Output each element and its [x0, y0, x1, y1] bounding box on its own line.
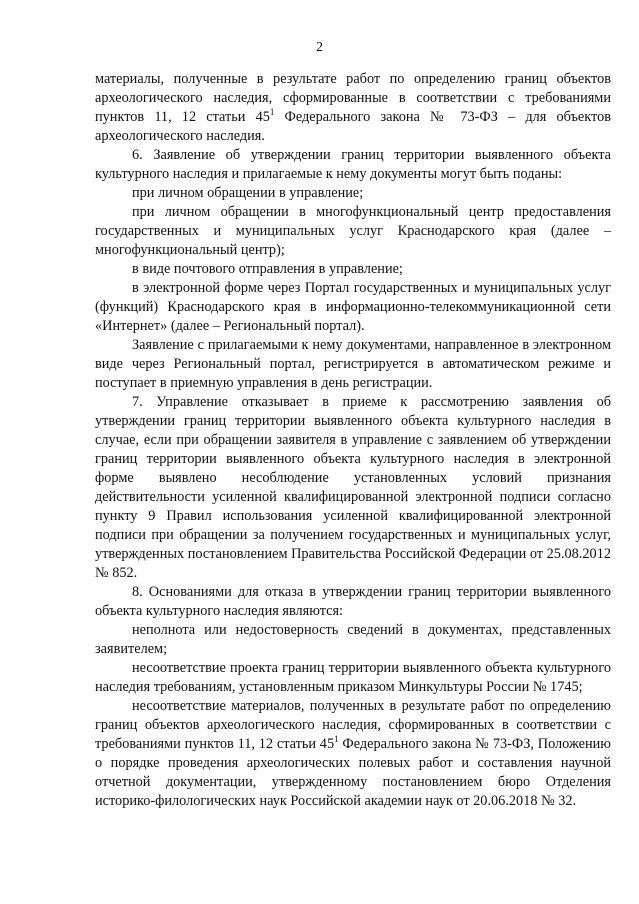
paragraph-registration: Заявление с прилагаемыми к нему документами, направленное в электронном виде через Региональный портал, регистрируется в автоматическом режиме и поступает в приемную управления в день регистрации.: [95, 337, 611, 391]
document-body: [95, 70, 611, 811]
paragraph-1: материалы, полученные в результате работ по определению границ объектов археологического наследия, сформированные в соответствии с требованиями пунктов 11, 12 статьи $45^1$ Федерального закона № 73-ФЗ – для объектов археологического наследия.: [95, 71, 611, 144]
paragraph-7: 7. Управление отказывает в приеме к рассмотрению заявления об утверждении границ территории выявленного объекта культурного наследия в случае, если при обращении заявителя в управление с заявлением об утверждении границ территории выявленного объекта культурного наследия в электронной форме выявлено несоблюдение установленных условий признания действительности усиленной квалифицированной электронной подписи согласно пункту 9 Правил использования усиленной квалифицированной электронной подписи при обращении за получением государственных и муниципальных услуг, утвержденных постановлением Правительства Российской Федерации от 25.08.2012 № 852.: [95, 394, 611, 581]
list-item-incomplete: неполнота или недостоверность сведений в документах, представленных заявителем;: [95, 622, 611, 657]
paragraph-6: 6. Заявление об утверждении границ территории выявленного объекта культурного наследия и прилагаемые к нему документы могут быть поданы:: [95, 147, 611, 182]
page-number: 2: [316, 40, 323, 55]
list-item-materials-mismatch: несоответствие материалов, полученных в результате работ по определению границ объектов археологического наследия, сформированных в соответствии с требованиями пунктов 11, 12 статьи $45^1$ Федерального закона № 73-ФЗ, Положению о порядке проведения археологических полевых работ и составления научной отчетной документации, утвержденному постановлением бюро Отделения историко-филологических наук Российской академии наук от 20.06.2018 № 32.: [95, 698, 611, 809]
list-item-personal-visit: при личном обращении в управление;: [132, 185, 364, 201]
list-item-electronic: в электронной форме через Портал государственных и муниципальных услуг (функций) Краснодарского края в информационно-телекоммуникационной сети «Интернет» (далее – Региональный портал).: [95, 280, 611, 334]
paragraph-8: 8. Основаниями для отказа в утверждении границ территории выявленного объекта культурного наследия являются:: [95, 584, 611, 619]
list-item-project-mismatch: несоответствие проекта границ территории выявленного объекта культурного наследия требованиям, установленным приказом Минкультуры России № 1745;: [95, 660, 611, 695]
list-item-post: в виде почтового отправления в управление;: [132, 261, 403, 277]
list-item-mfc: при личном обращении в многофункциональный центр предоставления государственных и муниципальных услуг Краснодарского края (далее – многофункциональный центр);: [95, 204, 611, 258]
